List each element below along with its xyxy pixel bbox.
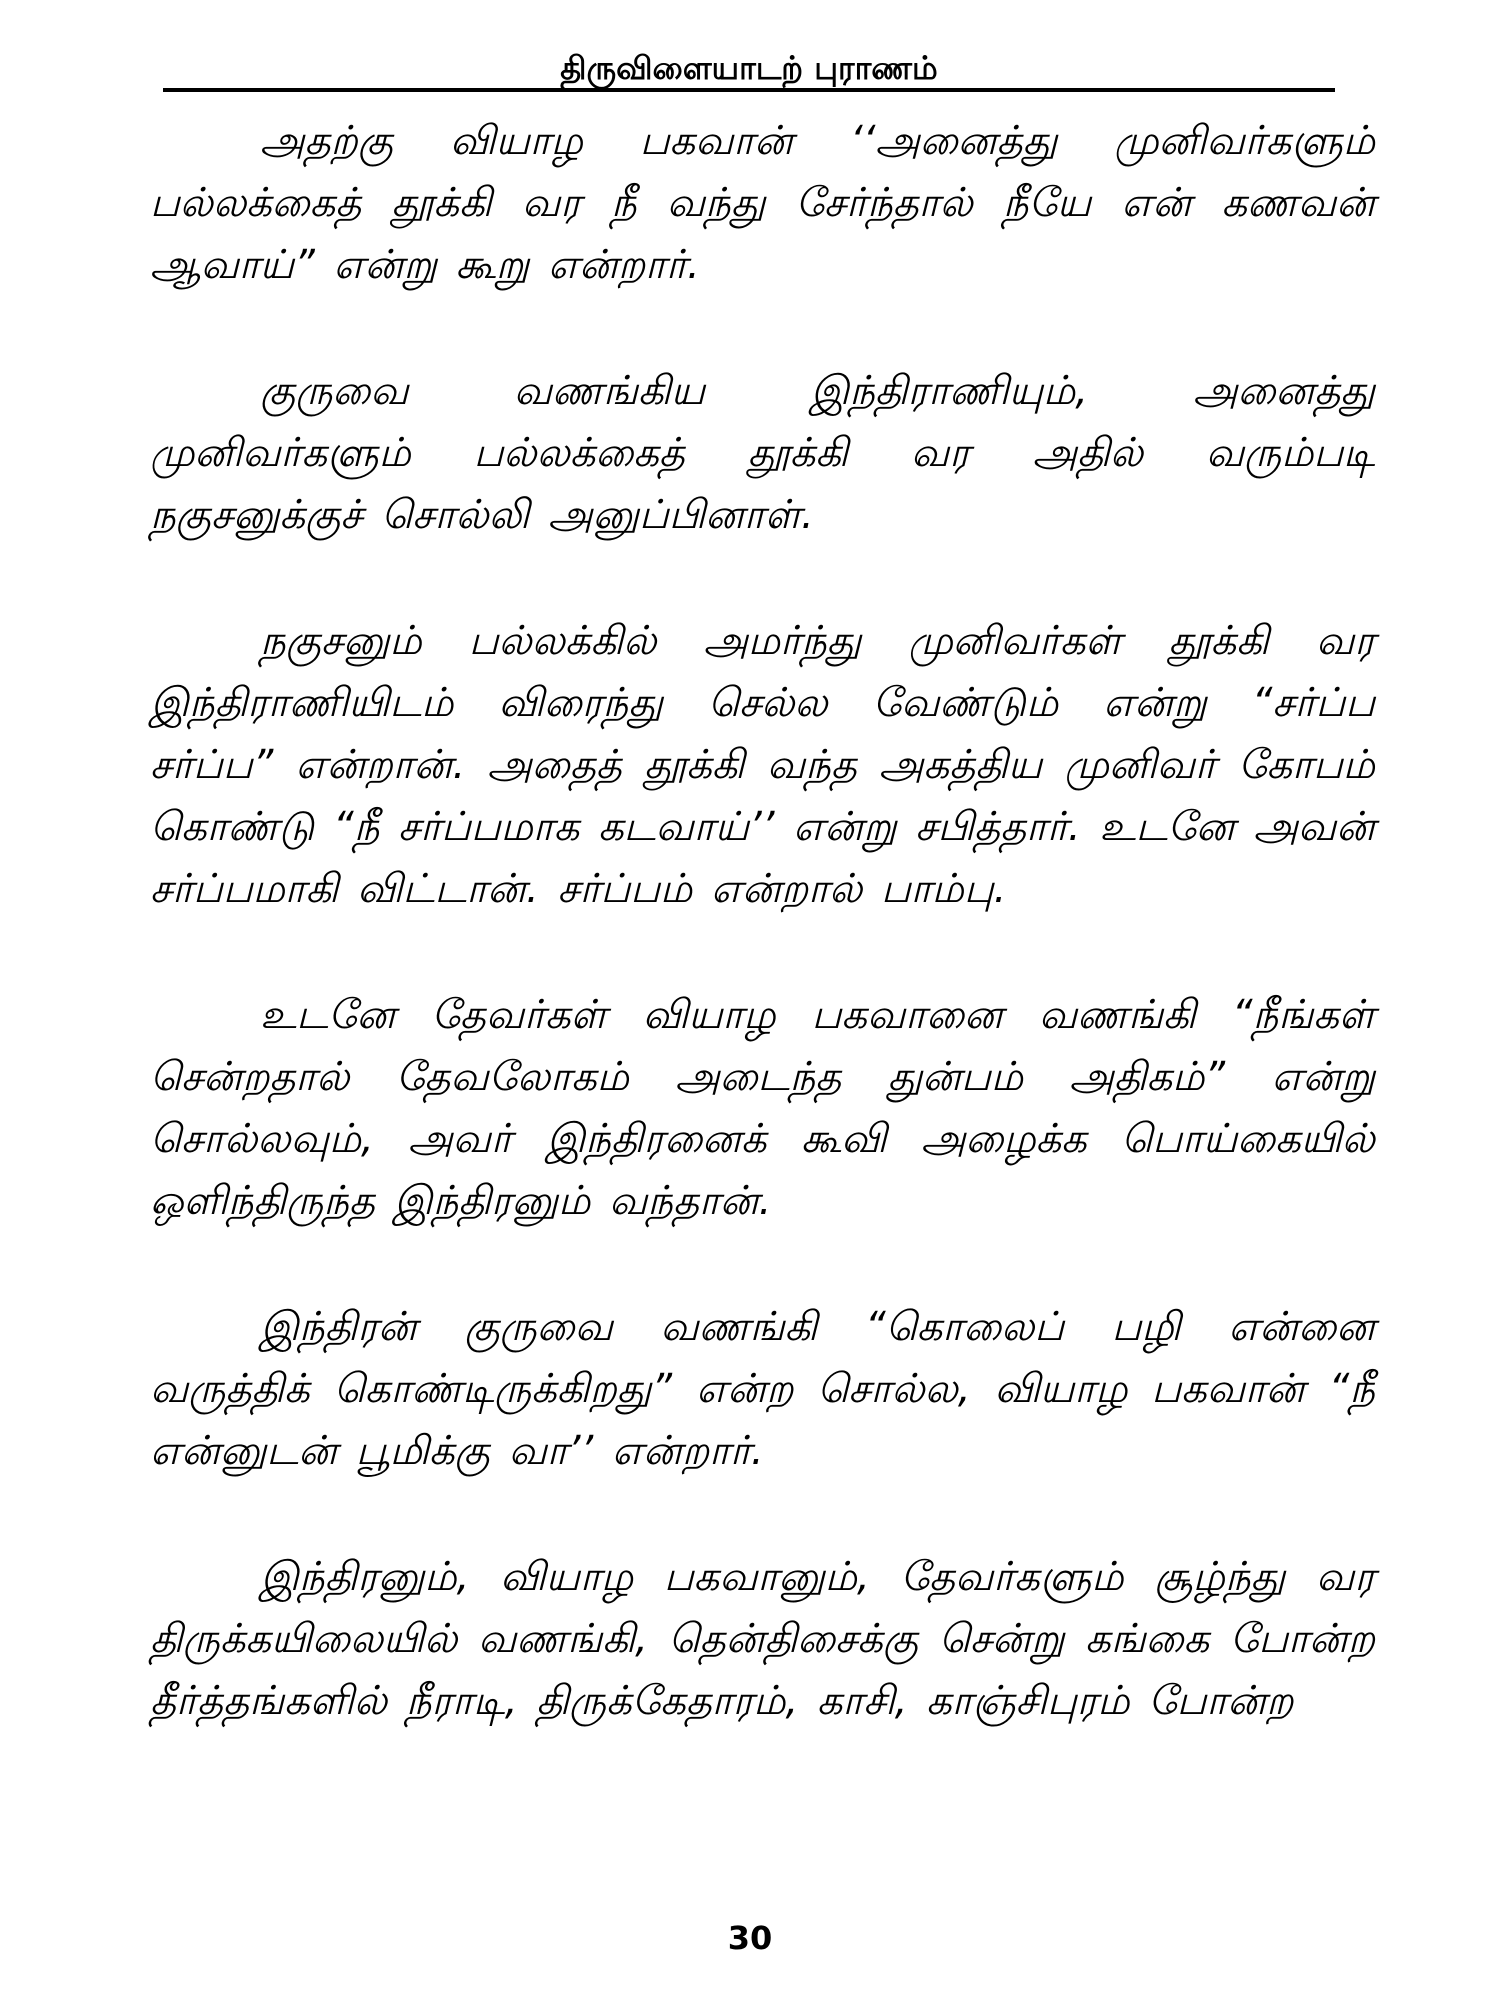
header-rule: [163, 88, 1335, 92]
page-number: 30: [727, 1919, 773, 1957]
body-text: [150, 110, 1375, 1796]
paragraph-5: இந்திரன் குருவை வணங்கி “கொலைப் பழி என்னை வருத்திக் கொண்டிருக்கிறது” என்ற சொல்ல, வியாழ பகவான் “நீ என்னுடன் பூமிக்கு வா’’ என்றார்.: [150, 1304, 1375, 1474]
paragraph-1: அதற்கு வியாழ பகவான் ‘‘அனைத்து முனிவர்களும் பல்லக்கைத் தூக்கி வர நீ வந்து சேர்ந்தால் நீயே என் கணவன் ஆவாய்” என்று கூறு என்றார்.: [150, 118, 1375, 288]
paragraph-3: நகுசனும் பல்லக்கில் அமர்ந்து முனிவர்கள் தூக்கி வர இந்திராணியிடம் விரைந்து செல்ல வேண்டும் என்று “சர்ப்ப சர்ப்ப” என்றான். அதைத் தூக்கி வந்த அகத்திய முனிவர் கோபம் கொண்டு “நீ சர்ப்பமாக கடவாய்’’ என்று சபித்தார். உடனே அவன் சர்ப்பமாகி விட்டான். சர்ப்பம் என்றால் பாம்பு.: [150, 618, 1375, 912]
paragraph-2: குருவை வணங்கிய இந்திராணியும், அனைத்து முனிவர்களும் பல்லக்கைத் தூக்கி வர அதில் வரும்படி நகுசனுக்குச் சொல்லி அனுப்பினாள்.: [150, 368, 1375, 538]
running-header-title: திருவிளையாடற் புராணம்: [560, 49, 938, 87]
paragraph-4: உடனே தேவர்கள் வியாழ பகவானை வணங்கி “நீங்கள் சென்றதால் தேவலோகம் அடைந்த துன்பம் அதிகம்” என்று சொல்லவும், அவர் இந்திரனைக் கூவி அழைக்க பொய்கையில் ஒளிந்திருந்த இந்திரனும் வந்தான்.: [150, 992, 1375, 1224]
paragraph-6: இந்திரனும், வியாழ பகவானும், தேவர்களும் சூழ்ந்து வர திருக்கயிலையில் வணங்கி, தென்திசைக்கு சென்று கங்கை போன்ற தீர்த்தங்களில் நீராடி, திருக்கேதாரம், காசி, காஞ்சிபுரம் போன்ற: [150, 1554, 1375, 1724]
